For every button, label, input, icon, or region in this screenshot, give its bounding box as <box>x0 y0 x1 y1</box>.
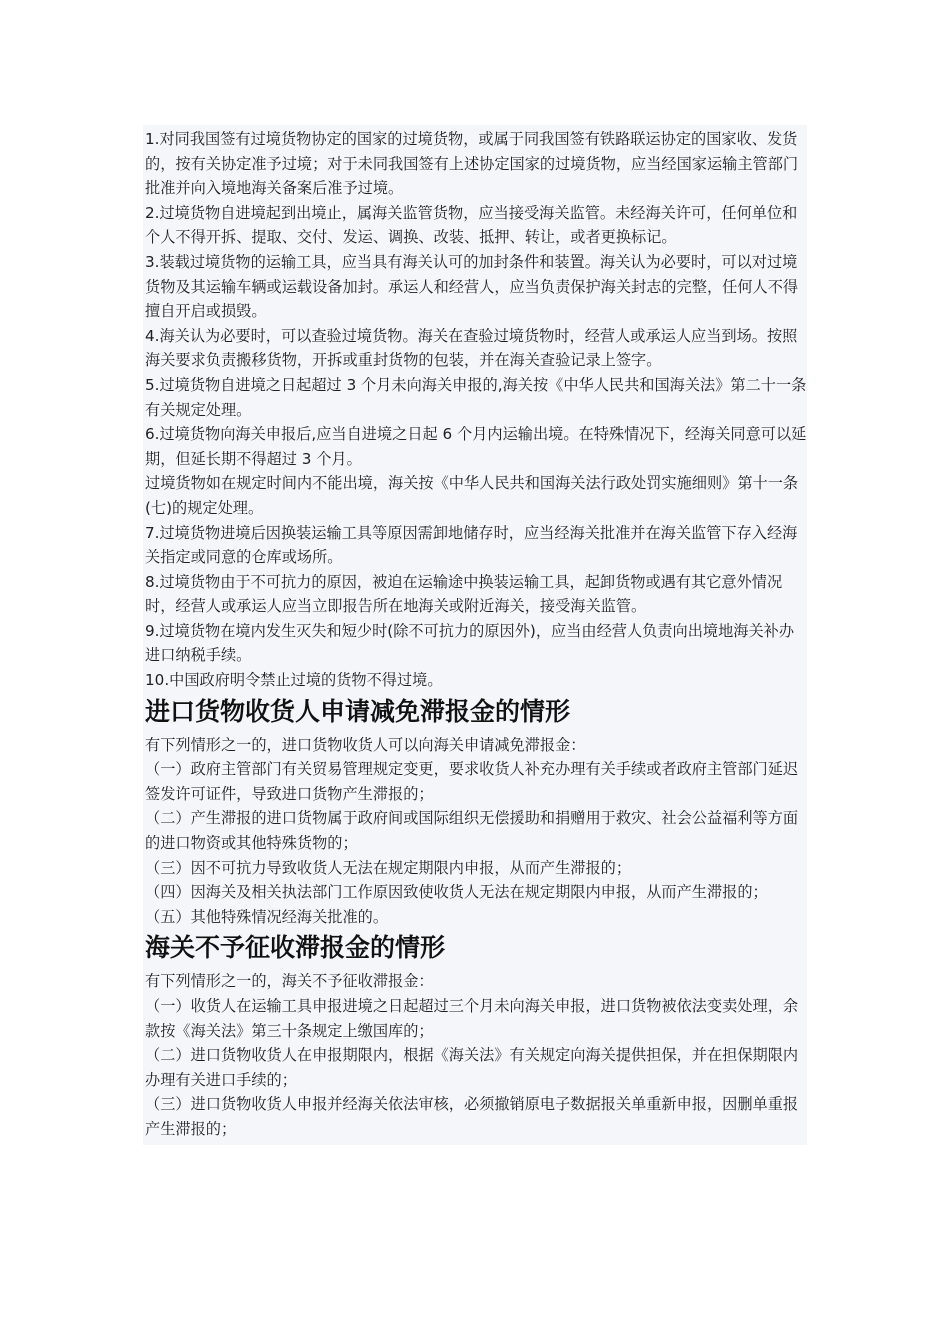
transit-rule-8: 8.过境货物由于不可抗力的原因，被迫在运输途中换装运输工具，起卸货物或遇有其它意外情况时，经营人或承运人应当立即报告所在地海关或附近海关，接受海关监管。 <box>145 572 783 616</box>
transit-rule-9: 9.过境货物在境内发生灭失和短少时(除不可抗力的原因外)，应当由经营人负责向出境地海关补办进口纳税手续。 <box>145 621 795 665</box>
fee-reduction-item-1: （一）政府主管部门有关贸易管理规定变更，要求收货人补充办理有关手续或者政府主管部门延迟签发许可证件，导致进口货物产生滞报的； <box>145 760 799 803</box>
transit-rule-1: 1.对同我国签有过境货物协定的国家的过境货物，或属于同我国签有铁路联运协定的国家收、发货的，按有关协定准予过境；对于未同我国签有上述协定国家的过境货物，应当经国家运输主管部门批准并向入境地海关备案后准予过境。 <box>145 130 799 198</box>
transit-rule-7: 7.过境货物进境后因换装运输工具等原因需卸地储存时，应当经海关批准并在海关监管下存入经海关指定或同意的仓库或场所。 <box>145 523 798 567</box>
transit-rule-10: 10.中国政府明令禁止过境的货物不得过境。 <box>145 671 443 690</box>
document-body <box>143 125 807 1145</box>
fee-reduction-item-2: （二）产生滞报的进口货物属于政府间或国际组织无偿援助和捐赠用于救灾、社会公益福利等方面的进口物资或其他特殊货物的； <box>145 809 799 853</box>
fee-exemption-item-2: （二）进口货物收货人在申报期限内，根据《海关法》有关规定向海关提供担保，并在担保期限内办理有关进口手续的； <box>145 1046 799 1089</box>
fee-reduction-intro: 有下列情形之一的，进口货物收货人可以向海关申请减免滞报金： <box>145 735 586 754</box>
fee-reduction-item-3: （三）因不可抗力导致收货人无法在规定期限内申报，从而产生滞报的； <box>145 858 631 877</box>
section-heading-fee-reduction: 进口货物收货人申请减免滞报金的情形 <box>145 696 571 726</box>
fee-exemption-intro: 有下列情形之一的，海关不予征收滞报金： <box>145 972 434 991</box>
fee-reduction-item-5: （五）其他特殊情况经海关批准的。 <box>145 907 388 926</box>
fee-reduction-item-4: （四）因海关及相关执法部门工作原因致使收货人无法在规定期限内申报，从而产生滞报的； <box>145 883 768 902</box>
transit-rule-3: 3.装载过境货物的运输工具，应当具有海关认可的加封条件和装置。海关认为必要时，可以对过境货物及其运输车辆或运载设备加封。承运人和经营人，应当负责保护海关封志的完整，任何人不得擅自开启或损毁。 <box>145 252 799 321</box>
transit-rule-4: 4.海关认为必要时，可以查验过境货物。海关在查验过境货物时，经营人或承运人应当到场。按照海关要求负责搬移货物，开拆或重封货物的包装，并在海关查验记录上签字。 <box>145 326 798 370</box>
section-heading-fee-exemption: 海关不予征收滞报金的情形 <box>145 933 446 963</box>
transit-rule-2: 2.过境货物自进境起到出境止，属海关监管货物，应当接受海关监管。未经海关许可，任何单位和个人不得开拆、提取、交付、发运、调换、改装、抵押、转让，或者更换标记。 <box>145 203 798 247</box>
transit-rule-5: 5.过境货物自进境之日起超过 3 个月未向海关申报的,海关按《中华人民共和国海关法》第二十一条有关规定处理。 <box>145 375 807 419</box>
transit-rule-6-note: 过境货物如在规定时间内不能出境，海关按《中华人民共和国海关法行政处罚实施细则》第十一条(七)的规定处理。 <box>145 474 799 517</box>
fee-exemption-item-1: （一）收货人在运输工具申报进境之日起超过三个月未向海关申报，进口货物被依法变卖处理，余款按《海关法》第三十条规定上缴国库的； <box>145 997 799 1040</box>
fee-exemption-item-3: （三）进口货物收货人申报并经海关依法审核，必须撤销原电子数据报关单重新申报，因删单重报产生滞报的； <box>145 1095 799 1138</box>
transit-rule-6: 6.过境货物向海关申报后,应当自进境之日起 6 个月内运输出境。在特殊情况下，经海关同意可以延期，但延长期不得超过 3 个月。 <box>145 425 807 468</box>
